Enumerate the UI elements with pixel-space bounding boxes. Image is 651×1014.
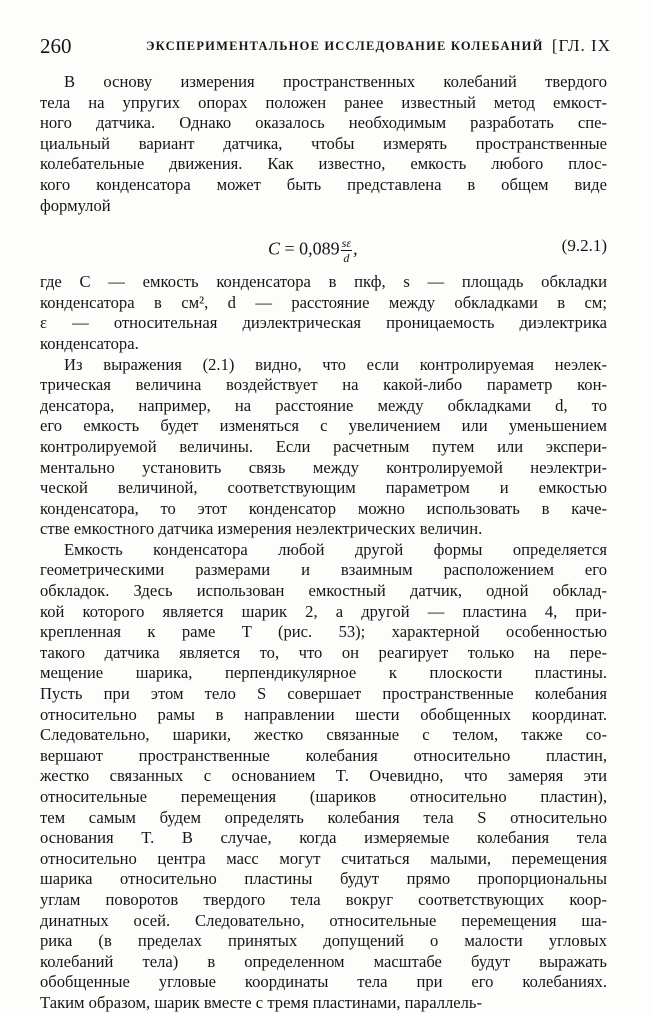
paragraph-capacitance [40, 540, 607, 1014]
text-line: где C — емкость конденсатора в пкф, s — площадь обкладки [40, 272, 607, 292]
text-line: основания T. В случае, когда измеряемые колебания тела [40, 828, 607, 848]
text-line: ческой величиной, соответствующим параметром и емкостью [40, 478, 607, 498]
text-line: вершают пространственные колебания относительно пластин, [40, 745, 607, 765]
formula-coefficient: = 0,089 [280, 238, 340, 259]
text-line: В основу измерения пространственных колебаний твердого [64, 72, 607, 91]
chapter-label: [ГЛ. IX [551, 36, 611, 55]
formula-comma: , [353, 238, 358, 259]
formula-9-2-1 [40, 216, 607, 272]
paragraph-intro [40, 72, 607, 216]
formula-fraction [341, 236, 352, 265]
text-line: относительно рамы в направлении шести обобщенных координат. [40, 704, 607, 724]
text-line: колебательные движения. Как известно, емкость любого плос- [40, 154, 607, 174]
text-line: относительно центра масс могут считаться малыми, перемещения [40, 848, 607, 868]
text-line: Пусть при этом тело S совершает пространственные колебания [40, 684, 607, 704]
text-line: трическая величина воздействует на какой-либо параметр кон- [40, 375, 607, 395]
text-line: стве емкостного датчика измерения неэлектрических величин. [40, 519, 483, 539]
text-line: конденсатора в см², d — расстояние между обкладками в см; [40, 292, 607, 312]
text-line: шарика относительно пластины будут прямо пропорциональны [40, 869, 607, 889]
text-line: динатных осей. Следовательно, относительные перемещения ша- [40, 910, 607, 930]
text-line: циальный вариант датчика, чтобы измерять пространственные [40, 133, 607, 153]
paragraph-expression [40, 355, 607, 540]
text-line: контролируемой величины. Если расчетным путем или экспери- [40, 436, 607, 456]
text-line: крепленная к раме T (рис. 53); характерной особенностью [40, 622, 607, 642]
paragraph-definitions [40, 272, 607, 354]
page-number: 260 [40, 34, 72, 58]
text-line: рика (в пределах принятых допущений о малости угловых [40, 931, 607, 951]
text-line: такого датчика является то, что он реагирует только на пере- [40, 642, 607, 662]
text-line: обкладок. Здесь использован емкостный датчик, одной обклад- [40, 581, 607, 601]
text-line: денсатора, например, на расстояние между обкладками d, то [40, 395, 607, 415]
text-line: кой которого является шарик 2, а другой — пластина 4, при- [40, 601, 607, 621]
text-line: обобщенные угловые координаты тела при его колебаниях. [40, 972, 607, 992]
text-line: Из выражения (2.1) видно, что если контролируемая неэлек- [64, 354, 607, 374]
formula-numerator: sε [341, 236, 352, 251]
text-line: колебаний тела) в определенном масштабе будут выражать [40, 951, 607, 971]
text-line: ε — относительная диэлектрическая проницаемость диэлектрика [40, 313, 607, 333]
text-line: Следовательно, шарики, жестко связанные с телом, также со- [40, 725, 607, 745]
text-line: мещение шарика, перпендикулярное к плоскости пластины. [40, 663, 607, 683]
text-line: ного датчика. Однако оказалось необходимым разработать спе- [40, 113, 607, 133]
text-line: конденсатора. [40, 333, 139, 353]
text-line: углам поворотов твердого тела вокруг соответствующих коор- [40, 889, 607, 909]
page-body [40, 72, 607, 1014]
text-line: конденсатора, то этот конденсатор можно использовать в каче- [40, 498, 607, 518]
formula-lhs: C [268, 238, 281, 259]
text-line: тела на упругих опорах положен ранее известный метод емкост- [40, 92, 607, 112]
text-line: Емкость конденсатора любой другой формы определяется [64, 539, 607, 559]
text-line: его емкость будет изменяться с увеличением или уменьшением [40, 416, 607, 436]
text-line: Таким образом, шарик вместе с тремя пластинами, параллель- [40, 992, 483, 1012]
text-line: геометрическими размерами и взаимным расположением его [40, 560, 607, 580]
text-line: кого конденсатора может быть представлена в общем виде [40, 174, 607, 194]
text-line: формулой [40, 195, 111, 215]
running-title: ЭКСПЕРИМЕНТАЛЬНОЕ ИССЛЕДОВАНИЕ КОЛЕБАНИЙ [146, 39, 544, 53]
formula-number: (9.2.1) [561, 236, 607, 256]
text-line: относительные перемещения (шариков относительно пластин), [40, 787, 607, 806]
text-line: ментально установить связь между контролируемой неэлектри- [40, 457, 607, 477]
formula-denominator: d [343, 251, 350, 266]
formula-expression [268, 236, 358, 265]
text-line: жестко связанных с основанием T. Очевидно, что замеряя эти [40, 766, 607, 786]
text-line: тем самым будем определять колебания тела S относительно [40, 807, 607, 827]
page-header [40, 34, 611, 60]
